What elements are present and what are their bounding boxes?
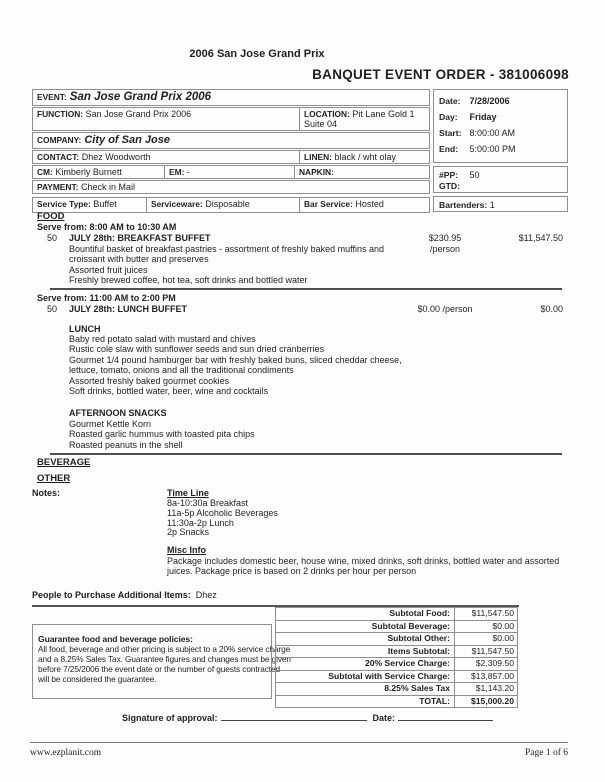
guarantee-text-line: before 7/25/2006 the event date or the number of guests contracted [38, 664, 281, 674]
linen-value: black / wht olay [334, 152, 396, 162]
payment-value: Check in Mail [80, 182, 135, 192]
event-info-table [32, 89, 568, 213]
guarantee-text-line: and a 8.25% Sales Tax. Guarantee figures and changes must be given [38, 654, 291, 664]
lunch-menu-block [69, 323, 402, 397]
linen-field: LINEN: black / wht olay [299, 151, 429, 163]
menu-line: Rustic cole slaw with sunflower seeds and sun dried cranberries [69, 344, 325, 355]
item-quantity: 50 [47, 233, 58, 243]
contact-value: Dhez Woodworth [81, 152, 151, 162]
menu-line: Roasted peanuts in the shell [69, 439, 183, 450]
food-heading: FOOD [37, 211, 65, 222]
em-value: - [186, 167, 190, 177]
serviceware-field: Serviceware: Disposable [146, 198, 299, 212]
service-type-field: Service Type: Buffet [37, 199, 117, 209]
event-info-right-block [433, 89, 568, 213]
additional-items-label: People to Purchase Additional Items: [32, 589, 191, 600]
totals-section [32, 605, 519, 708]
menu-line: Gourmet Kettle Korn [69, 418, 152, 429]
timeline-entry: 2p Snacks [167, 527, 210, 538]
function-value: San Jose Grand Prix 2006 [85, 109, 192, 119]
bartenders-box: Bartenders: 1 [433, 196, 568, 212]
start-time-value: 8:00:00 AM [469, 128, 516, 138]
beo-number-title: BANQUET EVENT ORDER - 381006098 [312, 67, 569, 82]
guarantee-heading: Guarantee food and beverage policies: [38, 634, 193, 644]
timeline-entry: 8a-10:30a Breakfast [167, 498, 249, 509]
section-divider-line [50, 453, 562, 455]
misc-info-line: Package includes domestic beer, house wine, mixed drinks, soft drinks, bottled water and assorted [167, 556, 560, 567]
signature-line [221, 712, 367, 721]
pp-gtd-box: #PP: 50 GTD: [433, 166, 568, 193]
footer-website: www.ezplanit.com [30, 748, 102, 758]
totals-row: Subtotal Other: $0.00 [275, 632, 518, 646]
item-total-price: $0.00 [540, 303, 563, 314]
day-value: Friday [469, 112, 497, 122]
menu-line: Baby red potato salad with mustard and chives [69, 334, 256, 345]
item-unit-price: $0.00 /person [417, 303, 473, 314]
signature-date-label: Date: [372, 713, 396, 723]
item-description-line: Bountiful basket of breakfast pastries - assortment of freshly baked muffins and [69, 244, 384, 254]
footer-page-number: Page 1 of 6 [524, 748, 568, 758]
event-value: San Jose Grand Prix 2006 [69, 91, 212, 103]
signature-label: Signature of approval: [122, 713, 218, 723]
function-field: FUNCTION: San Jose Grand Prix 2006 [37, 109, 192, 119]
item-unit-price: $230.95 /person [428, 233, 462, 254]
item-quantity: 50 [47, 303, 58, 314]
napkin-field: NAPKIN: [294, 166, 429, 178]
event-label: EVENT: [37, 92, 67, 102]
item-description-line: Assorted fruit juices [69, 264, 148, 275]
section-divider-line [50, 288, 562, 290]
totals-row: Items Subtotal: $11,547.50 [275, 645, 518, 659]
event-info-left-block [32, 89, 430, 213]
totals-row: Subtotal Beverage: $0.00 [275, 620, 518, 634]
item-name: JULY 28th: LUNCH BUFFET [69, 303, 188, 314]
event-row [32, 89, 430, 106]
guarantee-text-line: All food, beverage and other pricing is subject to a 20% service charge [38, 644, 291, 654]
lunch-menu-heading: LUNCH [69, 323, 101, 334]
totals-table [275, 607, 518, 708]
company-value: City of San Jose [84, 134, 170, 146]
notes-label: Notes: [32, 488, 61, 499]
signature-section [122, 712, 493, 723]
document-title: 2006 San Jose Grand Prix [189, 48, 325, 60]
snacks-menu-heading: AFTERNOON SNACKS [69, 408, 167, 419]
misc-info-line: juices. Package price is based on 2 drinks per hour per person [167, 566, 417, 577]
serve-from-lunch: Serve from: 11:00 AM to 2:00 PM [37, 292, 176, 303]
lunch-buffet-item [47, 304, 605, 450]
totals-row-grand-total: TOTAL: $15,000.20 [275, 695, 518, 709]
notes-section [32, 488, 605, 577]
other-heading: OTHER [37, 473, 71, 485]
afternoon-snacks-block [69, 408, 399, 450]
payment-row [32, 180, 430, 194]
pp-value: 50 [469, 170, 480, 180]
timeline-heading: Time Line [167, 488, 209, 499]
guarantee-text-line: will be considered the guarantee. [38, 674, 157, 684]
item-name: JULY 28th: BREAKFAST BUFFET [69, 233, 211, 243]
end-time-value: 5:00:00 PM [469, 144, 516, 154]
date-time-box: Date: 7/28/2006 Day: Friday Start: 8:00:00 AM End: 5:00:00 PM [433, 89, 568, 163]
serve-from-breakfast: Serve from: 8:00 AM to 10:30 AM [37, 222, 177, 232]
guarantee-policy-box [32, 624, 291, 699]
item-description-line: Freshly brewed coffee, hot tea, soft drinks and bottled water [69, 275, 308, 286]
cm-value: Kimberly Burnett [55, 167, 122, 177]
company-row [32, 132, 430, 149]
menu-line: Soft drinks, bottled water, beer, wine and cocktails [69, 386, 269, 397]
menu-line: Gourmet 1/4 pound hamburger bar with freshly baked buns, sliced cheddar cheese, [69, 354, 402, 365]
totals-row: 8.25% Sales Tax $1,143.20 [275, 682, 518, 696]
timeline-entry: 11:30a-2p Lunch [167, 517, 234, 528]
additional-items-line [32, 590, 605, 601]
contact-linen-row [32, 150, 430, 164]
breakfast-buffet-item [47, 233, 605, 286]
service-type-value: Buffet [93, 199, 117, 209]
cm-em-napkin-row [32, 165, 430, 179]
location-field: LOCATION: Pit Lane Gold 1 Suite 04 [299, 108, 429, 130]
payment-field: PAYMENT: Check in Mail [37, 182, 135, 192]
page-footer [30, 742, 568, 758]
totals-row: Subtotal with Service Charge: $13,857.00 [275, 670, 518, 684]
date-value: 7/28/2006 [469, 96, 510, 106]
item-description-line: croissant with butter and preserves [69, 254, 209, 265]
item-total-price: $11,547.50 [518, 233, 563, 243]
contact-field: CONTACT: Dhez Woodworth [37, 152, 151, 162]
food-section [0, 211, 605, 601]
additional-items-value: Dhez [195, 589, 217, 600]
menu-line: lettuce, tomato, onions and all the traditional condiments [69, 365, 294, 376]
totals-row: Subtotal Food: $11,547.50 [275, 607, 518, 621]
company-label: COMPANY: [37, 135, 82, 145]
bar-service-field: Bar Service: Hosted [299, 198, 429, 212]
serviceware-value: Disposable [205, 199, 250, 209]
misc-info-heading: Misc Info [167, 545, 207, 556]
menu-line: Assorted freshly baked gourmet cookies [69, 375, 230, 386]
totals-row: 20% Service Charge: $2,309.50 [275, 657, 518, 671]
cm-field: CM: Kimberly Burnett [37, 167, 122, 177]
menu-line: Roasted garlic hummus with toasted pita chips [69, 429, 255, 440]
em-field: EM: - [164, 166, 294, 178]
timeline-entry: 11a-5p Alcoholic Beverages [167, 507, 278, 518]
bar-service-value: Hosted [355, 199, 384, 209]
signature-date-line [398, 712, 493, 721]
function-location-row [32, 107, 430, 131]
bartenders-value: 1 [489, 200, 495, 210]
location-value: Pit Lane Gold 1 Suite 04 [304, 109, 415, 129]
beverage-heading: BEVERAGE [37, 457, 91, 469]
